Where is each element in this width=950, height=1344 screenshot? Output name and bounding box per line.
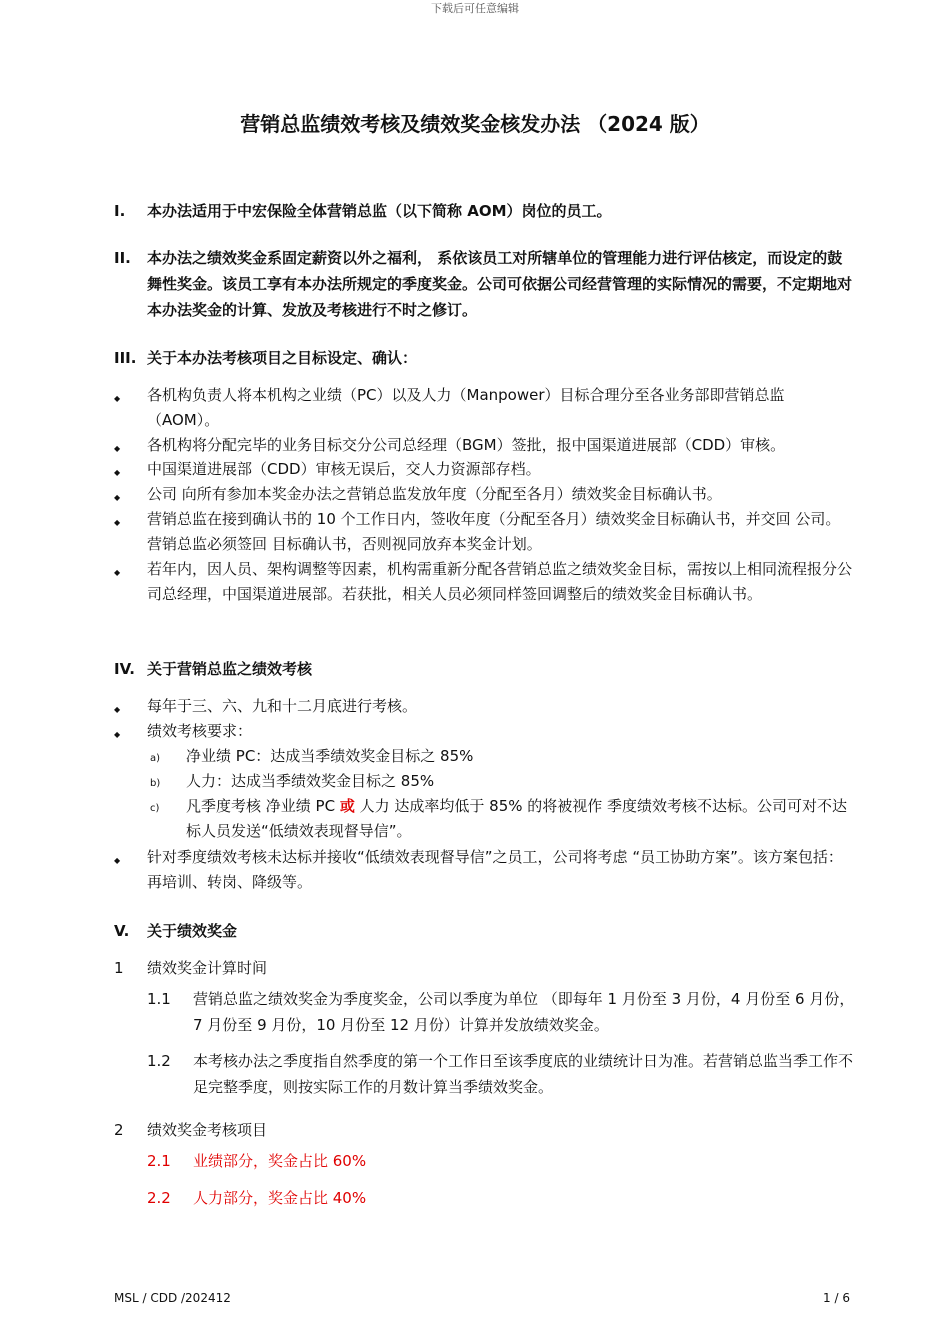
list-item [114, 383, 854, 433]
item-number: 2 [114, 1121, 124, 1139]
bullet-icon: ◆ [114, 394, 121, 403]
bullet-icon: ◆ [114, 493, 121, 502]
item-number: 1.1 [147, 990, 171, 1008]
section-number: II. [114, 249, 131, 267]
item-text: 营销总监之绩效奖金为季度奖金，公司以季度为单位 （即每年 1 月份至 3 月份，4 月份至 6 月份，7 月份至 9 月份，10 月份至 12 月份）计算并发放绩效奖金。 [193, 990, 855, 1034]
bullet-icon: ◆ [114, 444, 121, 453]
bullet-icon: ◆ [114, 468, 121, 477]
list-item [114, 694, 854, 719]
section-1 [114, 198, 854, 224]
document-title: 营销总监绩效考核及绩效奖金核发办法 （2024 版） [240, 112, 710, 136]
list-item-text: 营销总监在接到确认书的 10 个工作日内，签收年度（分配至各月）绩效奖金目标确认书，并交回 公司。营销总监必须签回 目标确认书，否则视同放弃本奖金计划。 [147, 510, 841, 553]
sub-item-text: 净业绩 PC：达成当季绩效奖金目标之 85% [186, 747, 474, 765]
section-text: 关于营销总监之绩效考核 [147, 660, 313, 678]
bullet-icon: ◆ [114, 856, 121, 865]
footer-page-number: 1 / 6 [823, 1291, 850, 1305]
section-text: 关于绩效奖金 [147, 922, 238, 940]
item-text: 绩效奖金考核项目 [147, 1121, 268, 1139]
list-item-text: 每年于三、六、九和十二月底进行考核。 [147, 697, 418, 715]
list-item [114, 845, 854, 895]
sub-item-c [150, 794, 850, 844]
list-item-text: 若年内，因人员、架构调整等因素，机构需重新分配各营销总监之绩效奖金目标，需按以上相同流程报分公司总经理，中国渠道进展部。若获批，相关人员必须同样签回调整后的绩效奖金目标确认书。 [147, 560, 853, 603]
numbered-item-1 [114, 955, 854, 981]
header-note: 下载后可任意编辑 [431, 2, 519, 15]
numbered-item-2-1 [147, 1148, 857, 1174]
section-3 [114, 345, 854, 371]
sub-item-marker: c) [150, 803, 160, 814]
section-number: V. [114, 922, 130, 940]
section-4 [114, 656, 854, 682]
sub-item-b [150, 769, 850, 794]
footer-doc-code: MSL / CDD /202412 [114, 1291, 231, 1305]
item-number: 1 [114, 959, 124, 977]
item-text: 绩效奖金计算时间 [147, 959, 268, 977]
bullet-icon: ◆ [114, 568, 121, 577]
item-number: 2.1 [147, 1152, 171, 1170]
list-item [114, 557, 854, 607]
list-item-text: 各机构负责人将本机构之业绩（PC）以及人力（Manpower）目标合理分至各业务部即营销总监（AOM）。 [147, 386, 785, 429]
sub-item-text-pre: 凡季度考核 净业绩 PC [186, 797, 340, 815]
section-number: III. [114, 349, 137, 367]
sub-item-a [150, 744, 850, 769]
list-item-text: 绩效考核要求： [147, 722, 253, 740]
item-text: 人力部分，奖金占比 40% [193, 1189, 367, 1207]
list-item-text: 中国渠道进展部（CDD）审核无误后，交人力资源部存档。 [147, 460, 541, 478]
item-number: 2.2 [147, 1189, 171, 1207]
numbered-item-1-2 [147, 1048, 857, 1100]
section-text: 本办法之绩效奖金系固定薪资以外之福利， 系依该员工对所辖单位的管理能力进行评估核定，而设定的鼓舞性奖金。该员工享有本办法所规定的季度奖金。公司可依据公司经营管理的实际情况的需要，不定期地对本办法奖金的计算、发放及考核进行不时之修订。 [147, 249, 853, 319]
list-item [114, 482, 854, 507]
numbered-item-1-1 [147, 986, 857, 1038]
item-number: 1.2 [147, 1052, 171, 1070]
numbered-item-2-2 [147, 1185, 857, 1211]
section-5 [114, 918, 854, 944]
section-number: IV. [114, 660, 135, 678]
section-2 [114, 245, 854, 323]
list-item [114, 507, 854, 557]
bullet-icon: ◆ [114, 518, 121, 527]
or-highlight: 或 [339, 797, 355, 815]
list-item [114, 457, 854, 482]
sub-item-text: 人力：达成当季绩效奖金目标之 85% [186, 772, 435, 790]
item-text: 本考核办法之季度指自然季度的第一个工作日至该季度底的业绩统计日为准。若营销总监当季工作不足完整季度，则按实际工作的月数计算当季绩效奖金。 [193, 1052, 854, 1096]
list-item-text: 各机构将分配完毕的业务目标交分公司总经理（BGM）签批，报中国渠道进展部（CDD）审核。 [147, 436, 786, 454]
section-number: I. [114, 202, 126, 220]
section-text: 关于本办法考核项目之目标设定、确认： [147, 349, 418, 367]
list-item [114, 719, 854, 744]
sub-item-text-post: 人力 达成率均低于 85% 的将被视作 季度绩效考核不达标。公司可对不达标人员发送“低绩效表现督导信”。 [186, 797, 848, 840]
list-item [114, 433, 854, 458]
list-item-text: 针对季度绩效考核未达标并接收“低绩效表现督导信”之员工，公司将考虑 “员工协助方案”。该方案包括：再培训、转岗、降级等。 [147, 848, 843, 891]
numbered-item-2 [114, 1117, 854, 1143]
sub-item-marker: b) [150, 778, 161, 789]
sub-item-marker: a) [150, 753, 161, 764]
bullet-icon: ◆ [114, 705, 121, 714]
list-item-text: 公司 向所有参加本奖金办法之营销总监发放年度（分配至各月）绩效奖金目标确认书。 [147, 485, 722, 503]
item-text: 业绩部分，奖金占比 60% [193, 1152, 367, 1170]
bullet-icon: ◆ [114, 730, 121, 739]
section-text: 本办法适用于中宏保险全体营销总监（以下简称 AOM）岗位的员工。 [147, 202, 612, 220]
sub-item-text [186, 794, 850, 844]
